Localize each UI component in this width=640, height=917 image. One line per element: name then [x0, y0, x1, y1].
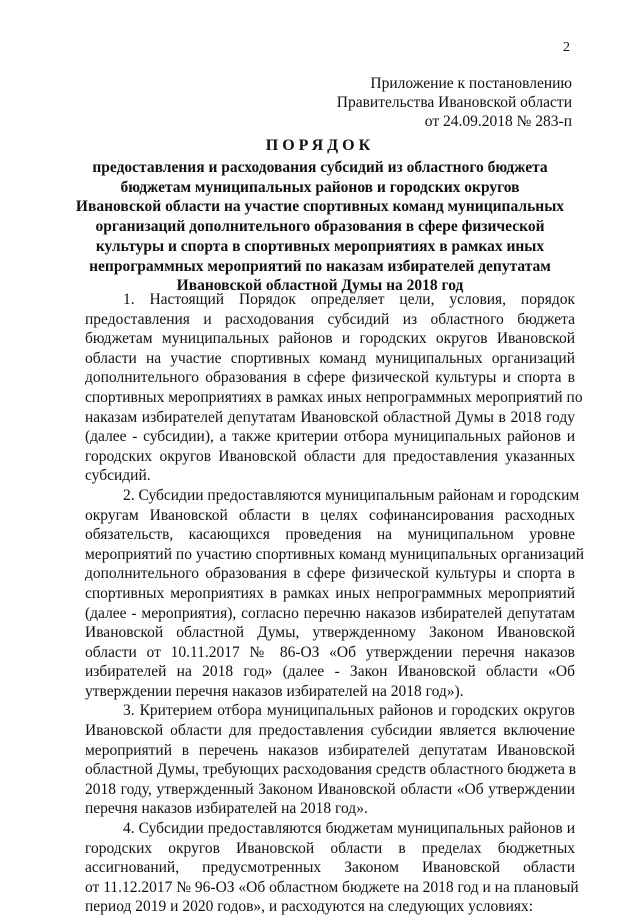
paragraph-line: округам Ивановской области в целях софинансирования расходных	[85, 506, 575, 524]
paragraph-line: 2. Субсидии предоставляются муниципальным районам и городским	[123, 486, 580, 504]
appendix-line: от 24.09.2018 № 283-п	[424, 113, 572, 130]
paragraph-line: субсидий.	[85, 467, 151, 485]
paragraph-line: утверждении перечня наказов избирателей на 2018 год»).	[85, 682, 464, 700]
paragraph-line: от 11.12.2017 № 96-ОЗ «Об областном бюджете на 2018 год и на плановый	[85, 878, 579, 896]
paragraph-line: дополнительного образования в сфере физической культуры и спорта в	[85, 369, 575, 387]
page-number: 2	[563, 40, 570, 55]
paragraph	[85, 486, 585, 702]
paragraph	[85, 819, 579, 917]
appendix-header	[242, 74, 572, 131]
paragraph-line: бюджетам муниципальных районов и городских округов Ивановской	[85, 330, 575, 348]
subtitle-line: непрограммных мероприятий по наказам избирателей депутатам	[89, 257, 551, 275]
paragraph-line: 3. Критерием отбора муниципальных районов и городских округов	[123, 702, 575, 720]
subtitle-line: организаций дополнительного образования в сфере физической	[95, 218, 545, 236]
paragraph-line: (далее - мероприятия), согласно перечню наказов избирателей депутатам	[85, 604, 575, 622]
paragraph-line: перечня наказов избирателей на 2018 год».	[85, 800, 368, 818]
paragraph-line: спортивных мероприятиях в рамках иных непрограммных мероприятий по	[85, 388, 583, 406]
document-body	[85, 290, 585, 917]
paragraph-line: Ивановской областной Думы, утвержденному Законом Ивановской	[85, 624, 575, 642]
paragraph-line: городских округов Ивановской области в пределах бюджетных	[85, 839, 575, 857]
paragraph-line: областной Думы, требующих расходования средств областного бюджета в	[85, 761, 577, 779]
document-subtitle	[70, 158, 570, 296]
paragraph-line: ассигнований, предусмотренных Законом Ивановской области	[85, 859, 575, 877]
paragraph-line: предоставления и расходования субсидий из областного бюджета	[85, 310, 575, 328]
paragraph	[85, 701, 575, 819]
paragraph-line: области на участие спортивных команд муниципальных организаций	[85, 349, 575, 367]
paragraph-line: период 2019 и 2020 годов», и расходуются на следующих условиях:	[85, 898, 534, 916]
paragraph-line: Ивановской области для предоставления субсидии является включение	[85, 722, 575, 740]
appendix-line: Приложение к постановлению	[370, 75, 572, 92]
subtitle-line: Ивановской областной Думы на 2018 год	[176, 277, 464, 295]
paragraph-line: дополнительного образования в сфере физической культуры и спорта в	[85, 565, 575, 583]
paragraph	[85, 290, 583, 486]
document-title: ПОРЯДОК	[265, 137, 375, 154]
paragraph-line: наказам избирателей депутатам Ивановской областной Думы в 2018 году	[85, 408, 575, 426]
paragraph-line: 4. Субсидии предоставляются бюджетам муниципальных районов и	[123, 820, 575, 838]
paragraph-line: обязательств, касающихся проведения на муниципальном уровне	[85, 526, 575, 544]
subtitle-line: бюджетам муниципальных районов и городских округов	[120, 178, 520, 196]
paragraph-line: городских округов Ивановской области для предоставления указанных	[85, 447, 575, 465]
appendix-line: Правительства Ивановской области	[336, 94, 572, 111]
paragraph-line: области от 10.11.2017 № 86-ОЗ «Об утверждении перечня наказов	[85, 643, 575, 661]
subtitle-line: предоставления и расходования субсидий из областного бюджета	[92, 159, 548, 176]
paragraph-line: 2018 году, утвержденный Законом Ивановской области «Об утверждении	[85, 780, 575, 798]
paragraph-line: 1. Настоящий Порядок определяет цели, условия, порядок	[123, 291, 575, 308]
paragraph-line: (далее - субсидии), а также критерии отбора муниципальных районов и	[85, 428, 575, 446]
subtitle-line: Ивановской области на участие спортивных команд муниципальных	[75, 198, 565, 216]
paragraph-line: мероприятий по участию спортивных команд муниципальных организаций	[85, 545, 585, 563]
paragraph-line: спортивных мероприятиях в рамках иных непрограммных мероприятий	[85, 584, 575, 602]
paragraph-line: избирателей на 2018 год» (далее - Закон Ивановской области «Об	[85, 663, 575, 681]
paragraph-line: мероприятий в перечень наказов избирателей депутатам Ивановской	[85, 741, 575, 759]
subtitle-line: культуры и спорта в спортивных мероприятиях в рамках иных	[95, 237, 545, 255]
